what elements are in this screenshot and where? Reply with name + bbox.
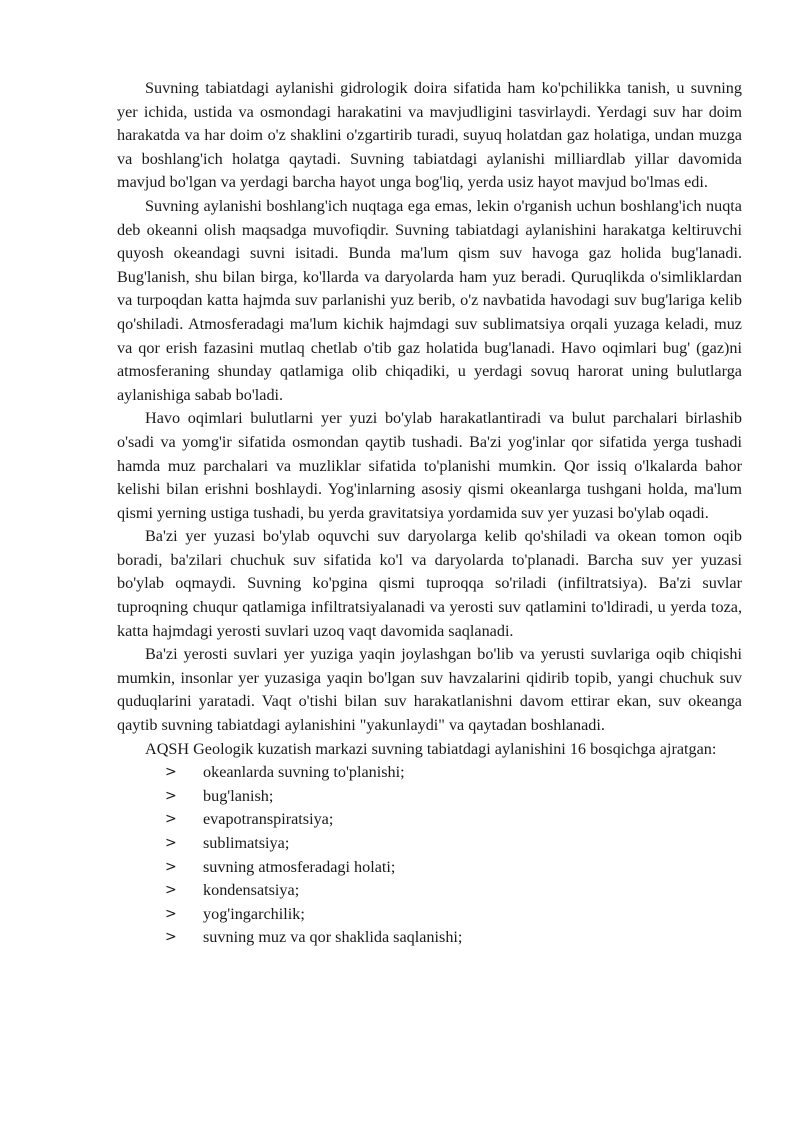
list-item — [117, 808, 742, 832]
list-item — [117, 785, 742, 809]
paragraph-stages-intro: AQSH Geologik kuzatish markazi suvning tabiatdagi aylanishini 16 bosqichga ajratgan: — [145, 739, 717, 758]
bullet-arrow-icon: > — [165, 764, 177, 781]
list-item-text: yog'ingarchilik; — [203, 904, 305, 923]
list-item — [117, 832, 742, 856]
list-item-text: bug'lanish; — [203, 786, 274, 805]
list-item-text: kondensatsiya; — [203, 881, 300, 900]
list-item-text: suvning atmosferadagi holati; — [203, 857, 396, 876]
bullet-arrow-icon: > — [165, 905, 177, 922]
paragraph-groundwater: Ba'zi yerosti suvlari yer yuziga yaqin joylashgan bo'lib va yerusti suvlariga oqib chiqishi mumkin, insonlar yer yuzasiga yaqin bo'lgan suv havzalarini qidirib topib, yangi chuchuk suv quduqlarini yaratadi. Vaqt o'tishi bilan suv harakatlanishni davom ettirar ekan, suv okeanga qaytib suvning tabiatdagi aylanishini "yakunlaydi" va qaytadan boshlanadi. — [117, 645, 742, 735]
list-item — [117, 903, 742, 927]
list-item-text: suvning muz va qor shaklida saqlanishi; — [203, 928, 463, 947]
paragraph-intro: Suvning tabiatdagi aylanishi gidrologik doira sifatida ham ko'pchilikka tanish, u suvning yer ichida, ustida va osmondagi harakatini va mavjudligini tasvirlaydi. Yerdagi suv har doim harakatda va har doim o'z shaklini o'zgartirib turadi, suyuq holatdan gaz holatiga, undan muzga va boshlang'ich holatga qaytadi. Suvning tabiatdagi aylanishi milliardlab yillar davomida mavjud bo'lgan va yerdagi barcha hayot unga bog'liq, yerda usiz hayot mavjud bo'lmas edi. — [117, 79, 742, 192]
bullet-arrow-icon: > — [165, 811, 177, 828]
list-item-text: evapotranspiratsiya; — [203, 810, 334, 829]
document-page — [117, 77, 742, 950]
list-item — [117, 856, 742, 880]
list-item — [117, 761, 742, 785]
bullet-arrow-icon: > — [165, 835, 177, 851]
stages-list — [117, 761, 742, 950]
bullet-arrow-icon: > — [165, 858, 177, 875]
paragraph-runoff: Ba'zi yer yuzasi bo'ylab oquvchi suv daryolarga kelib qo'shiladi va okean tomon oqib boradi, ba'zilari chuchuk suv sifatida ko'l va daryolarda to'planadi. Barcha suv yer yuzasi bo'ylab oqmaydi. Suvning ko'pgina qismi tuproqqa so'riladi (infiltratsiya). Ba'zi suvlar tuproqning chuqur qatlamiga infiltratsiyalanadi va yerosti suv qatlamini to'ldiradi, u yerda toza, katta hajmdagi yerosti suvlari uzoq vaqt davomida saqlanadi. — [117, 527, 742, 640]
bullet-arrow-icon: > — [165, 929, 177, 946]
list-item — [117, 879, 742, 903]
list-item — [117, 926, 742, 950]
bullet-arrow-icon: > — [165, 882, 177, 899]
bullet-arrow-icon: > — [165, 787, 177, 804]
paragraph-precipitation: Havo oqimlari bulutlarni yer yuzi bo'ylab harakatlantiradi va bulut parchalari birlashib o'sadi va yomg'ir sifatida osmondan qaytib tushadi. Ba'zi yog'inlar qor sifatida yerga tushadi hamda muz parchalari va muzliklar sifatida to'planishi mumkin. Qor issiq o'lkalarda bahor kelishi bilan erishni boshlaydi. Yog'inlarning asosiy qismi okeanlarga tushgani holda, ma'lum qismi yerning ustiga tushadi, bu yerda gravitatsiya yordamida suv yer yuzasi bo'ylab oqadi. — [117, 409, 742, 522]
paragraph-evaporation: Suvning aylanishi boshlang'ich nuqtaga ega emas, lekin o'rganish uchun boshlang'ich nuqta deb okeanni olish maqsadga muvofiqdir. Suvning tabiatdagi aylanishini harakatga keltiruvchi quyosh okeandagi suvni isitadi. Bunda ma'lum qism suv havoga gaz holida bug'lanadi. Bug'lanish, shu bilan birga, ko'llarda va daryolarda ham yuz beradi. Quruqlikda o'simliklardan va turpoqdan katta hajmda suv parlanishi yuz berib, o'z navbatida havodagi suv bug'lariga kelib qo'shiladi. Atmosferadagi ma'lum kichik hajmdagi suv sublimatsiya orqali yuzaga keladi, muz va qor erish fazasini mutlaq chetlab o'tib gaz holatida bug'lanadi. Havo oqimlari bug' (gaz)ni atmosferaning shunday qatlamiga olib chiqadiki, u yerdagi sovuq harorat uning bulutlarga aylanishiga sabab bo'ladi. — [117, 196, 742, 404]
list-item-text: okeanlarda suvning to'planishi; — [203, 763, 405, 782]
list-item-text: sublimatsiya; — [203, 834, 290, 852]
